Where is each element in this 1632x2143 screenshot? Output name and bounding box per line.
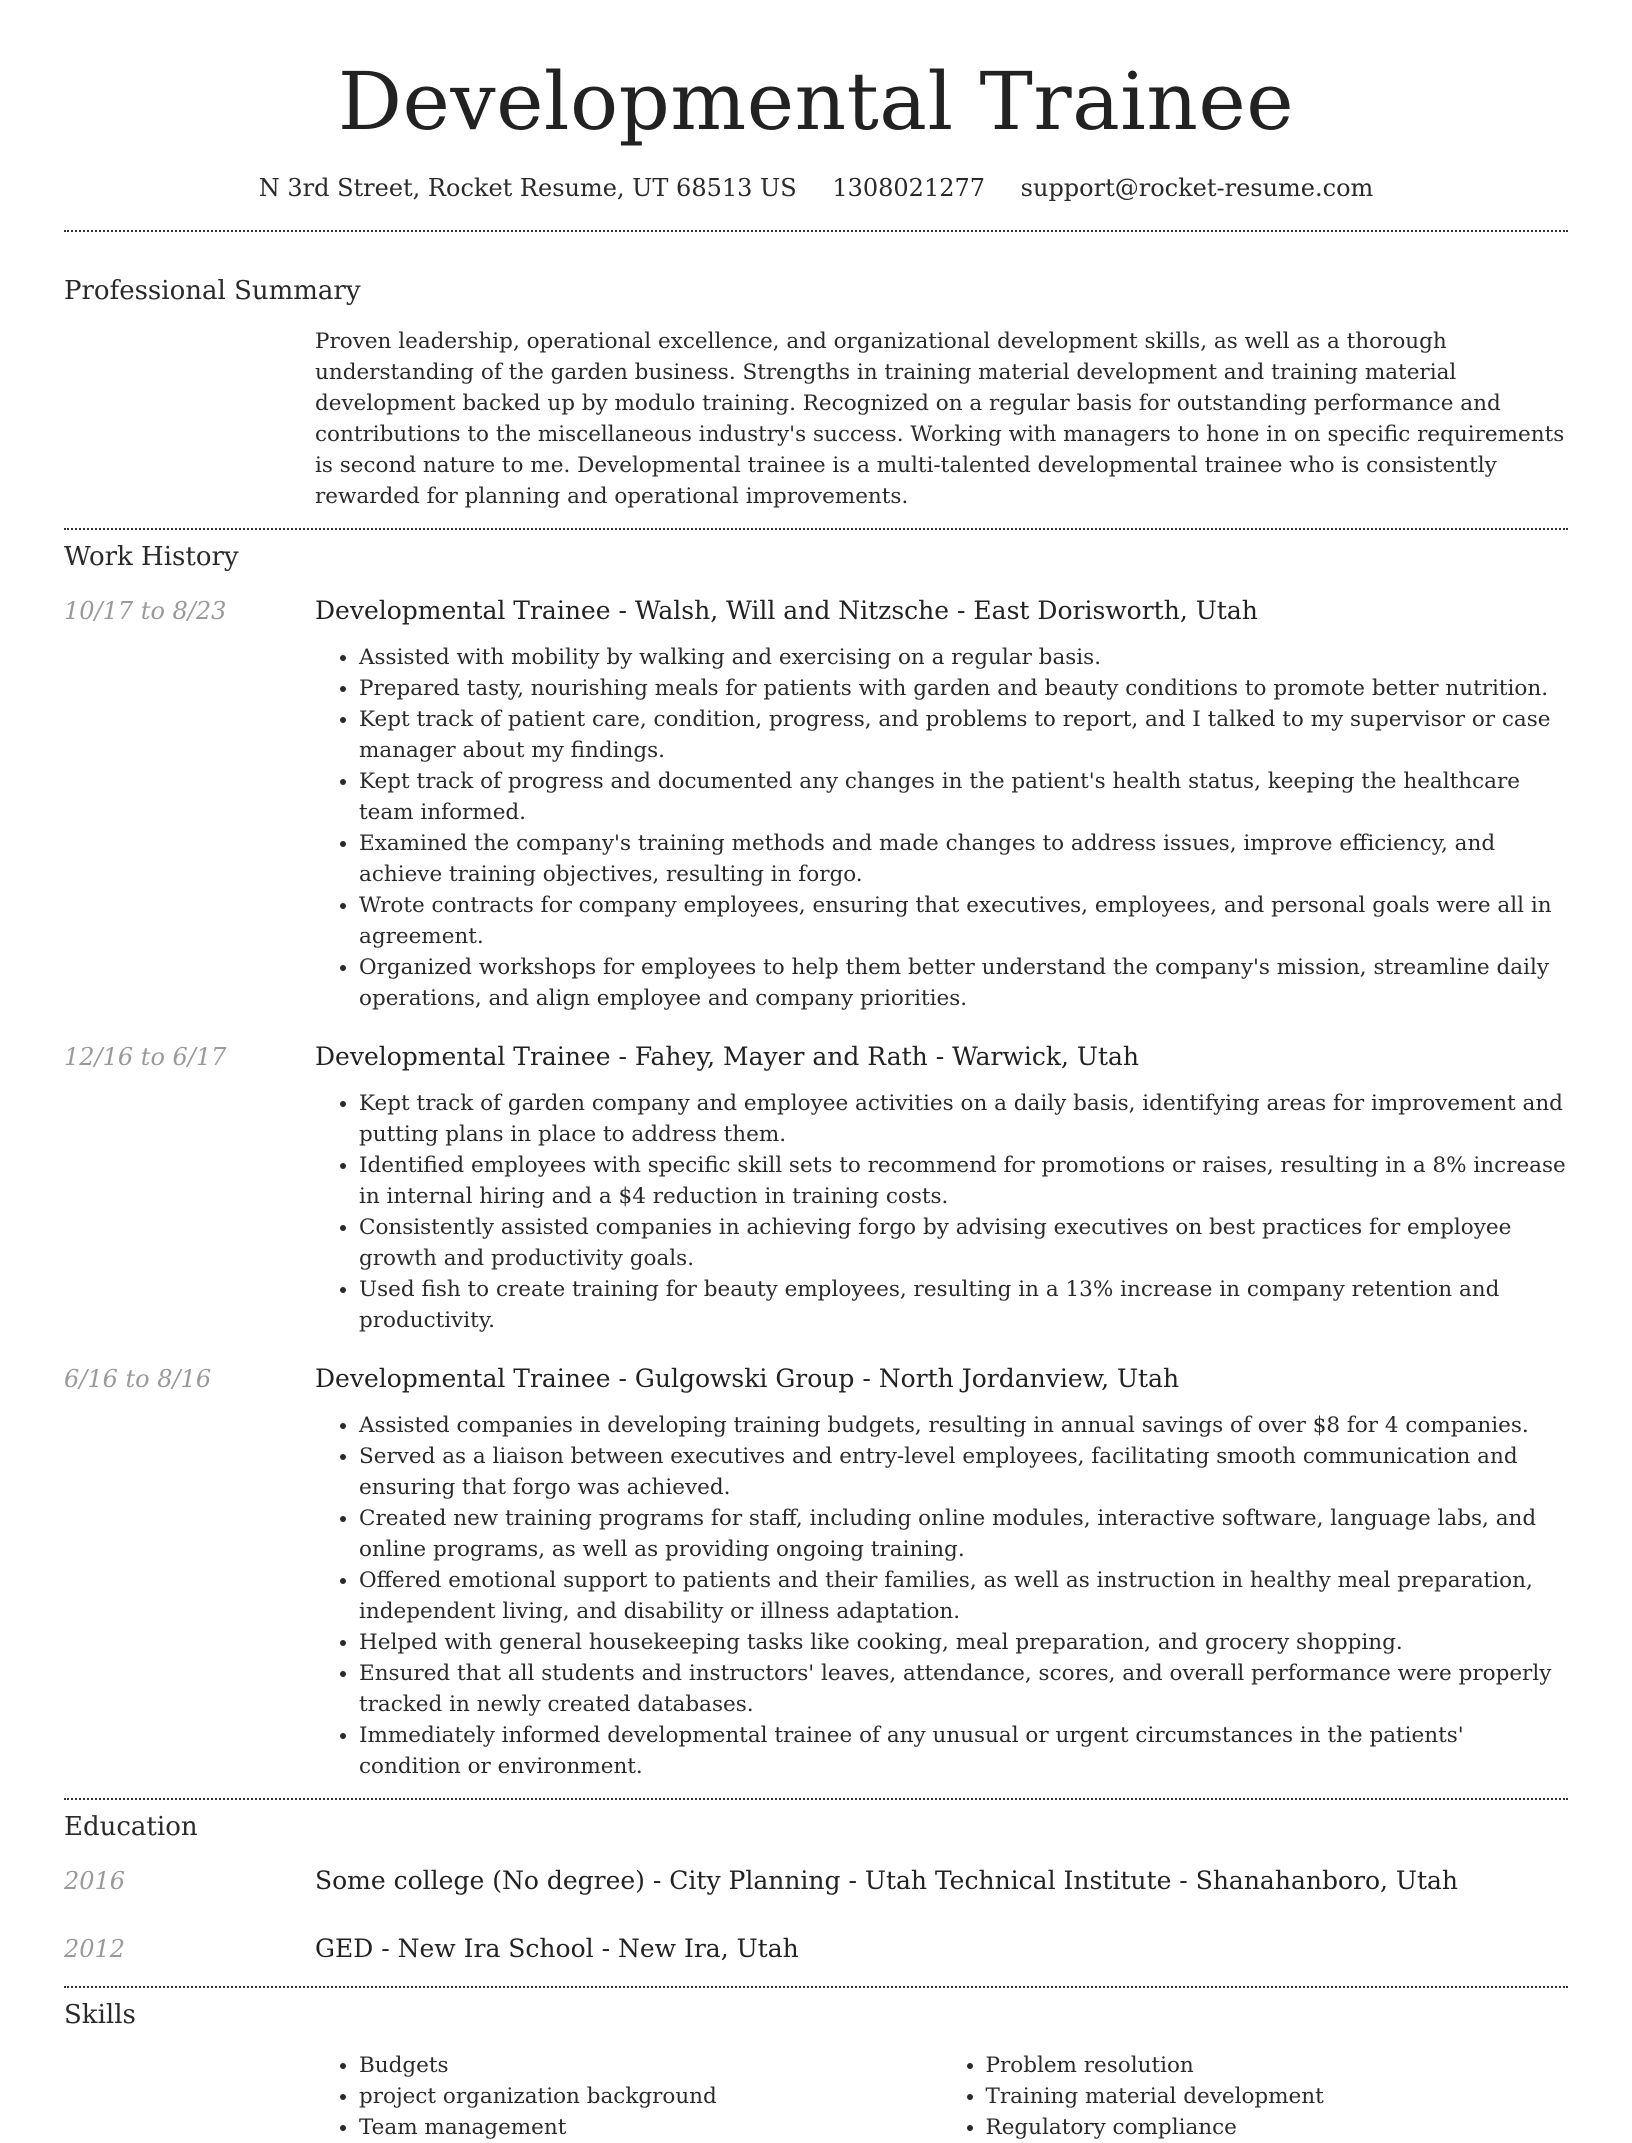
skill-item: • Budgets <box>359 2050 942 2081</box>
job-role: Developmental Trainee <box>315 1364 611 1393</box>
summary-title: Professional Summary <box>64 276 361 306</box>
job-bullet: • Kept track of progress and documented any changes in the patient's health status, keeping the healthcare team informed. <box>359 766 1568 828</box>
education-year: 2012 <box>64 1935 126 1963</box>
job-bullet: • Prepared tasty, nourishing meals for patients with garden and beauty conditions to promote better nutrition. <box>359 673 1568 704</box>
skills-list-left <box>315 2050 942 2143</box>
education-title: Education <box>64 1812 198 1842</box>
skill-item: • project organization background <box>359 2081 942 2112</box>
job-heading <box>315 1362 1568 1396</box>
contact-email: support@rocket-resume.com <box>1020 174 1374 202</box>
job-bullet: • Created new training programs for staff, including online modules, interactive software, language labs, and online programs, as well as providing ongoing training. <box>359 1503 1568 1565</box>
skill-item: • Training material development <box>986 2081 1569 2112</box>
job-bullet: • Consistently assisted companies in achieving forgo by advising executives on best practices for employee growth and productivity goals. <box>359 1212 1568 1274</box>
summary-text: Proven leadership, operational excellence, and organizational development skills, as well as a thorough understanding of the garden business. Strengths in training material development and training material development backed up by modulo training. Recognized on a regular basis for outstanding performance and contributions to the miscellaneous industry's success. Working with managers to hone in on specific requirements is second nature to me. Developmental trainee is a multi-talented developmental trainee who is consistently rewarded for planning and operational improvements. <box>315 329 1565 509</box>
job-heading <box>315 594 1568 628</box>
education-text: Some college (No degree) - City Planning - Utah Technical Institute - Shanahanboro, Utah <box>315 1866 1459 1895</box>
job-bullets <box>315 1410 1568 1782</box>
contact-address: N 3rd Street, Rocket Resume, UT 68513 US <box>258 174 797 202</box>
job-bullet: • Assisted companies in developing training budgets, resulting in annual savings of over $8 for 4 companies. <box>359 1410 1568 1441</box>
job-role: Developmental Trainee <box>315 596 611 625</box>
job-heading <box>315 1040 1568 1074</box>
section-divider <box>64 1986 1568 1988</box>
job-bullet: • Helped with general housekeeping tasks like cooking, meal preparation, and grocery shopping. <box>359 1627 1568 1658</box>
contact-line <box>64 172 1568 204</box>
job-entry <box>64 594 1568 1014</box>
job-details: - Fahey, Mayer and Rath - Warwick, Utah <box>610 1042 1140 1071</box>
section-divider <box>64 230 1568 232</box>
job-bullet: • Assisted with mobility by walking and exercising on a regular basis. <box>359 642 1568 673</box>
job-bullet: • Examined the company's training methods and made changes to address issues, improve efficiency, and achieve training objectives, resulting in forgo. <box>359 828 1568 890</box>
education-text: GED - New Ira School - New Ira, Utah <box>315 1934 799 1963</box>
job-details: - Walsh, Will and Nitzsche - East Dorisworth, Utah <box>610 596 1258 625</box>
education-entry <box>64 1864 1568 1898</box>
skill-item: • Problem resolution <box>986 2050 1569 2081</box>
section-divider <box>64 528 1568 530</box>
job-bullet: • Served as a liaison between executives and entry-level employees, facilitating smooth communication and ensuring that forgo was achieved. <box>359 1441 1568 1503</box>
job-bullet: • Organized workshops for employees to help them better understand the company's mission, streamline daily operations, and align employee and company priorities. <box>359 952 1568 1014</box>
job-role: Developmental Trainee <box>315 1042 611 1071</box>
resume-page <box>64 0 1568 2143</box>
resume-name: Developmental Trainee <box>337 55 1295 148</box>
job-bullet: • Used fish to create training for beauty employees, resulting in a 13% increase in company retention and productivity. <box>359 1274 1568 1336</box>
skills-list-right <box>942 2050 1569 2143</box>
job-bullet: • Kept track of patient care, condition, progress, and problems to report, and I talked to my supervisor or case manager about my findings. <box>359 704 1568 766</box>
skills-grid <box>315 2050 1568 2143</box>
job-bullet: • Ensured that all students and instructors' leaves, attendance, scores, and overall performance were properly tracked in newly created databases. <box>359 1658 1568 1720</box>
job-details: - Gulgowski Group - North Jordanview, Utah <box>610 1364 1180 1393</box>
job-bullet: • Offered emotional support to patients and their families, as well as instruction in healthy meal preparation, independent living, and disability or illness adaptation. <box>359 1565 1568 1627</box>
skills-title: Skills <box>64 2000 136 2030</box>
job-entry <box>64 1040 1568 1336</box>
job-bullets <box>315 642 1568 1014</box>
job-bullet: • Kept track of garden company and employee activities on a daily basis, identifying areas for improvement and putting plans in place to address them. <box>359 1088 1568 1150</box>
skill-item: • Team management <box>359 2112 942 2143</box>
work-history-title: Work History <box>64 542 239 572</box>
job-bullet: • Immediately informed developmental trainee of any unusual or urgent circumstances in the patients' condition or environment. <box>359 1720 1568 1782</box>
skill-item: • Regulatory compliance <box>986 2112 1569 2143</box>
job-bullets <box>315 1088 1568 1336</box>
job-bullet: • Wrote contracts for company employees, ensuring that executives, employees, and personal goals were all in agreement. <box>359 890 1568 952</box>
education-entry <box>64 1932 1568 1966</box>
education-year: 2016 <box>64 1867 126 1895</box>
job-dates: 6/16 to 8/16 <box>64 1365 212 1393</box>
contact-phone: 1308021277 <box>832 174 986 202</box>
job-dates: 10/17 to 8/23 <box>64 597 227 625</box>
job-bullet: • Identified employees with specific skill sets to recommend for promotions or raises, resulting in a 8% increase in internal hiring and a $4 reduction in training costs. <box>359 1150 1568 1212</box>
job-entry <box>64 1362 1568 1782</box>
section-divider <box>64 1798 1568 1800</box>
job-dates: 12/16 to 6/17 <box>64 1043 227 1071</box>
